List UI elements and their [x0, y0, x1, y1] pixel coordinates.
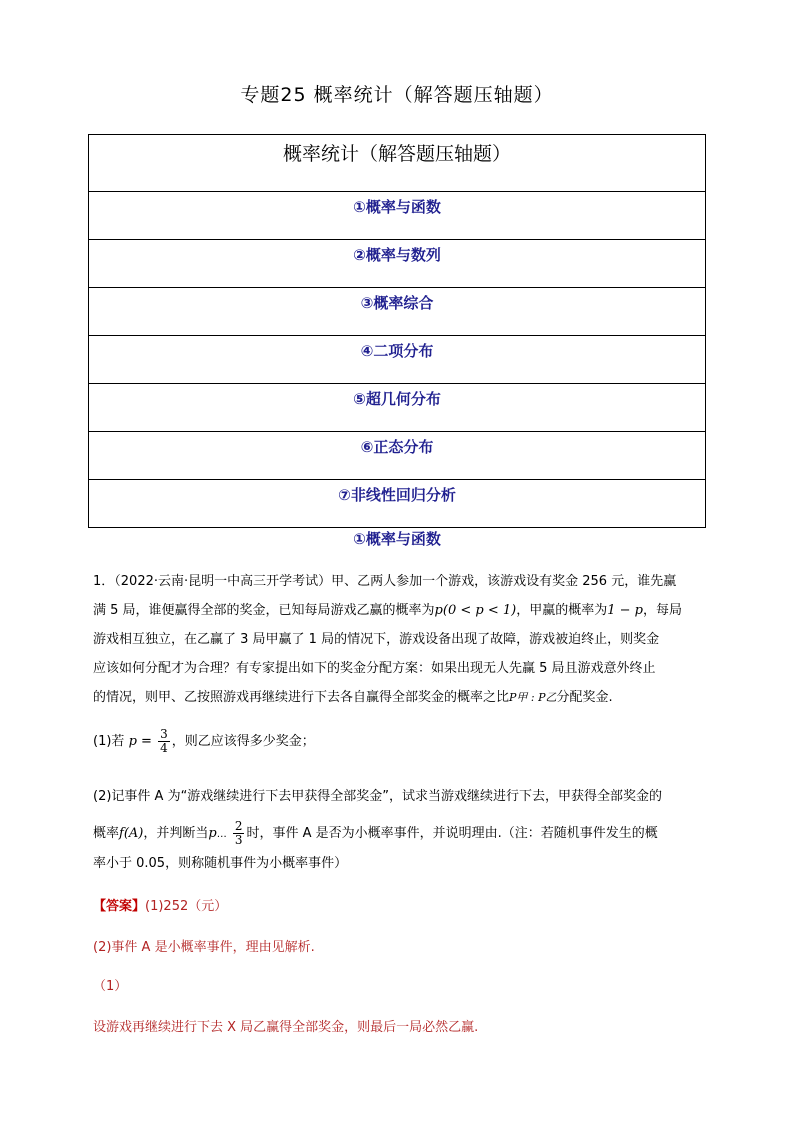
problem-line: 应该如何分配才为合理？有专家提出如下的奖金分配方案：如果出现无人先赢 5 局且游戏意外终止	[93, 661, 656, 676]
problem-line: 满 5 局，谁便赢得全部的奖金，已知每局游戏乙赢的概率为p(0 < p < 1)，甲赢的概率为1 − p，每局	[93, 603, 682, 618]
fraction: $\frac{2}{3}$	[234, 819, 243, 847]
toc-item[interactable]: ①概率与函数	[89, 192, 705, 240]
math-p-range: p(0 < p < 1)	[434, 603, 517, 618]
page-title: 专题25 概率统计（解答题压轴题）	[240, 84, 554, 106]
question-1: (1)若 p = $\frac{3}{4}$ ，则乙应该得多少奖金；	[93, 727, 315, 755]
toc-item[interactable]: ③概率综合	[89, 288, 705, 336]
problem-line: 1．（2022·云南·昆明一中高三开学考试）甲、乙两人参加一个游戏，该游戏设有奖金 256 元，谁先赢	[93, 574, 677, 589]
toc-item[interactable]: ②概率与数列	[89, 240, 705, 288]
problem-statement	[93, 567, 703, 712]
problem-line: 游戏相互独立，在乙赢了 3 局甲赢了 1 局的情况下，游戏设备出现了故障，游戏被迫终止，则奖金	[93, 632, 660, 647]
toc-item[interactable]: ⑥正态分布	[89, 432, 705, 480]
answer-label: 【答案】	[93, 899, 146, 914]
problem-line: 的情况，则甲、乙按照游戏再继续进行下去各自赢得全部奖金的概率之比P甲 : P乙分配奖金.	[93, 690, 613, 705]
solution-text: 设游戏再继续进行下去 X 局乙赢得全部奖金，则最后一局必然乙赢.	[93, 1020, 479, 1035]
fraction: $\frac{3}{4}$	[160, 727, 168, 755]
math-ratio: P甲 : P乙	[509, 691, 557, 704]
math-one-minus-p: 1 − p	[607, 603, 643, 618]
solution-part: （1）	[93, 979, 128, 994]
answer-2: (2)事件 A 是小概率事件，理由见解析.	[93, 940, 315, 955]
section-title: ①概率与函数	[353, 530, 441, 548]
toc-item[interactable]: ⑤超几何分布	[89, 384, 705, 432]
toc-item[interactable]: ④二项分布	[89, 336, 705, 384]
toc-table	[88, 134, 706, 528]
toc-item[interactable]: ⑦非线性回归分析	[338, 486, 456, 504]
question-2: (2)记事件 A 为“游戏继续进行下去甲获得全部奖金”，试求当游戏继续进行下去，甲获得全部奖金的 概率f(A)，并判断当p… $\frac{2}{3}$ 时，事件 A 是否为小概率事件，并说明理由.（注：若随机事件发生的概 率小于 0.05，则称随机事件为小概率事件）	[93, 789, 663, 871]
toc-heading: 概率统计（解答题压轴题）	[89, 135, 705, 192]
answer-1: 【答案】(1)252（元）	[93, 899, 228, 914]
